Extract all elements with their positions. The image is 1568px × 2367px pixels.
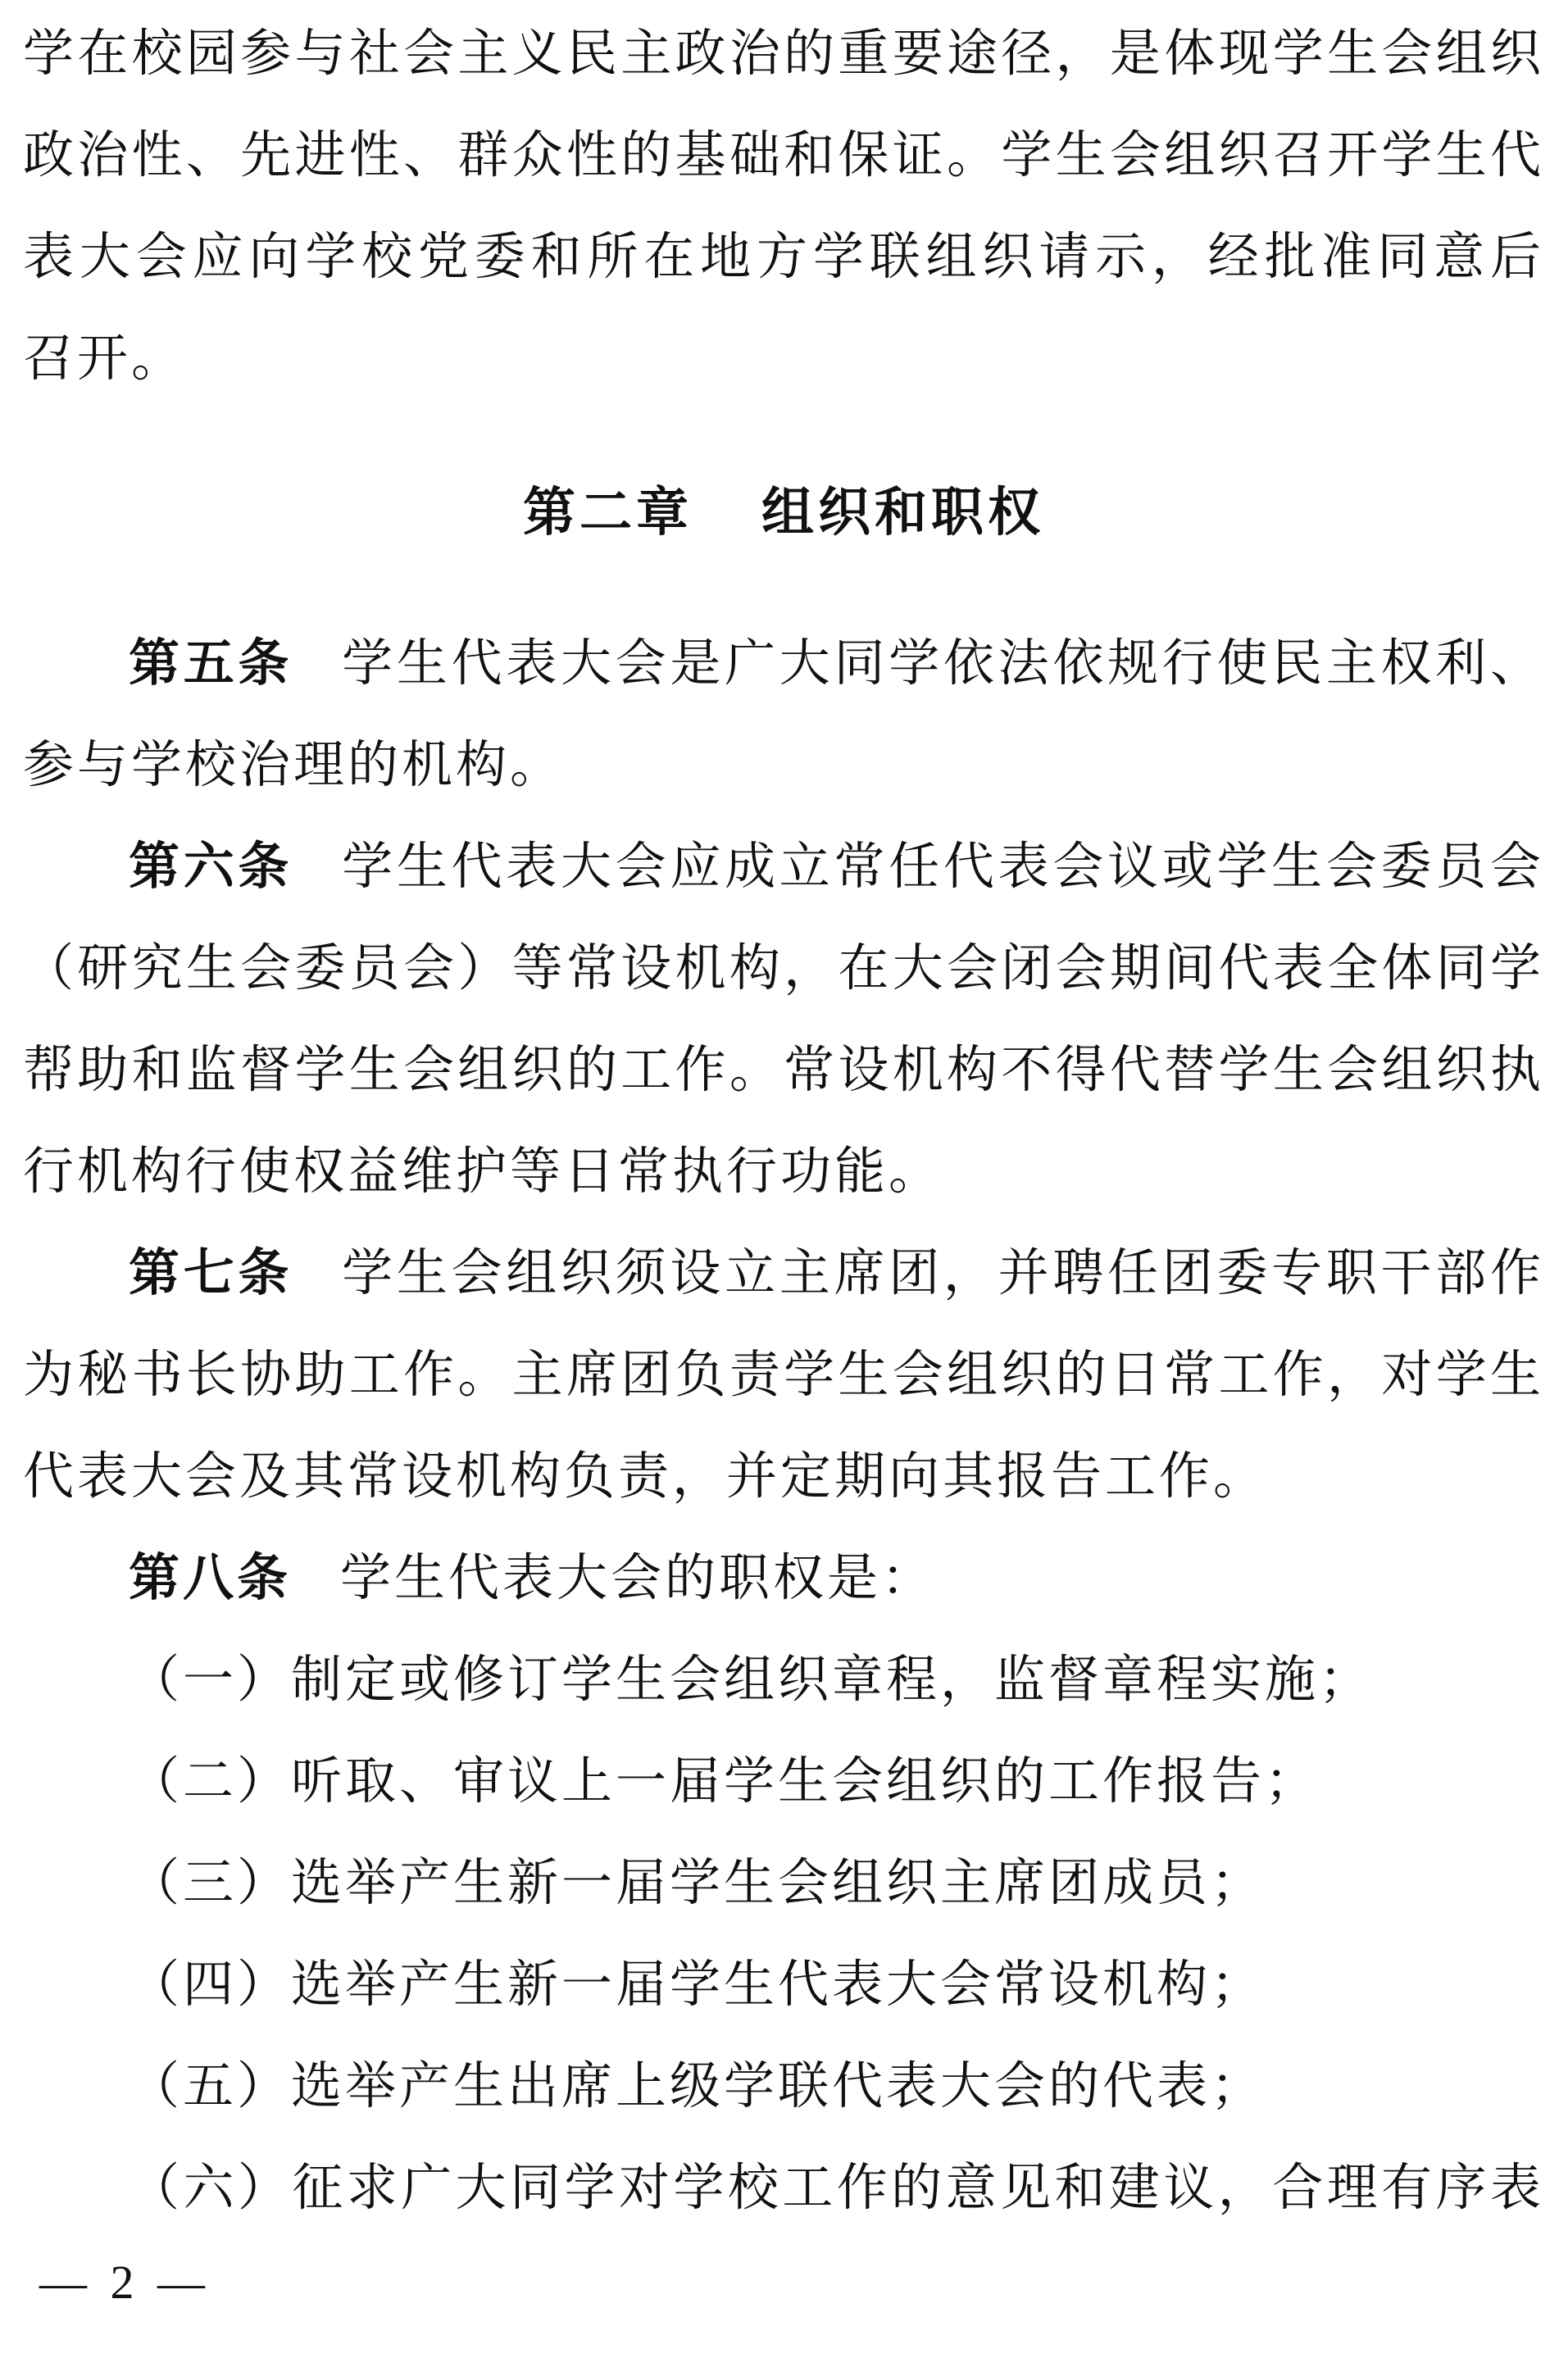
text-line: （研究生会委员会）等常设机构，在大会闭会期间代表全体同学 <box>23 941 1544 997</box>
article-text: 学生代表大会应成立常任代表会议或学生会委员会 <box>342 839 1544 895</box>
text-line <box>23 1223 1544 1324</box>
list-item: （六）征求广大同学对学校工作的意见和建议，合理有序表 <box>129 2160 1544 2216</box>
text-line: 行机构行使权益维护等日常执行功能。 <box>23 1144 943 1200</box>
paragraph-article-5 <box>23 613 1544 816</box>
list-item: （二）听取、审议上一届学生会组织的工作报告； <box>129 1754 1320 1810</box>
chapter-title: 组织和职权 <box>761 484 1044 542</box>
text-line <box>23 816 1544 918</box>
numbered-items <box>23 1629 1544 2239</box>
list-item: （一）制定或修订学生会组织章程，监督章程实施； <box>129 1652 1374 1708</box>
text-line: 政治性、先进性、群众性的基础和保证。学生会组织召开学生代 <box>23 128 1544 184</box>
text-line: 帮助和监督学生会组织的工作。常设机构不得代替学生会组织执 <box>23 1043 1544 1098</box>
text-line: 表大会应向学校党委和所在地方学联组织请示，经批准同意后 <box>23 229 1544 285</box>
text-line: 学在校园参与社会主义民主政治的重要途径，是体现学生会组织 <box>23 26 1544 82</box>
list-item: （四）选举产生新一届学生代表大会常设机构； <box>129 1957 1266 2013</box>
text-line <box>23 1528 1544 1629</box>
page-content <box>23 3 1544 2239</box>
article-text: 学生会组织须设立主席团，并聘任团委专职干部作 <box>342 1246 1544 1302</box>
chapter-heading <box>23 462 1544 564</box>
article-label: 第五条 <box>129 635 293 692</box>
text-line <box>23 613 1544 715</box>
text-line: 参与学校治理的机构。 <box>23 738 565 793</box>
article-label: 第六条 <box>129 838 293 895</box>
text-line: 代表大会及其常设机构负责，并定期向其报告工作。 <box>23 1449 1268 1505</box>
paragraph-article-7 <box>23 1223 1544 1528</box>
chapter-number: 第二章 <box>523 484 693 542</box>
text-line: 召开。 <box>23 331 186 387</box>
list-item: （三）选举产生新一届学生会组织主席团成员； <box>129 1856 1266 1911</box>
article-label: 第七条 <box>129 1245 293 1302</box>
page-number: — 2 — <box>39 2256 207 2309</box>
article-text: 学生代表大会是广大同学依法依规行使民主权利、 <box>342 636 1544 692</box>
paragraph-article-8 <box>23 1528 1544 1629</box>
article-label: 第八条 <box>129 1550 292 1606</box>
list-item: （五）选举产生出席上级学联代表大会的代表； <box>129 2059 1266 2115</box>
paragraph-article-6 <box>23 816 1544 1223</box>
article-text: 学生代表大会的职权是： <box>340 1551 936 1606</box>
text-line: 为秘书长协助工作。主席团负责学生会组织的日常工作，对学生 <box>23 1347 1544 1403</box>
paragraph-continuation <box>23 3 1544 410</box>
